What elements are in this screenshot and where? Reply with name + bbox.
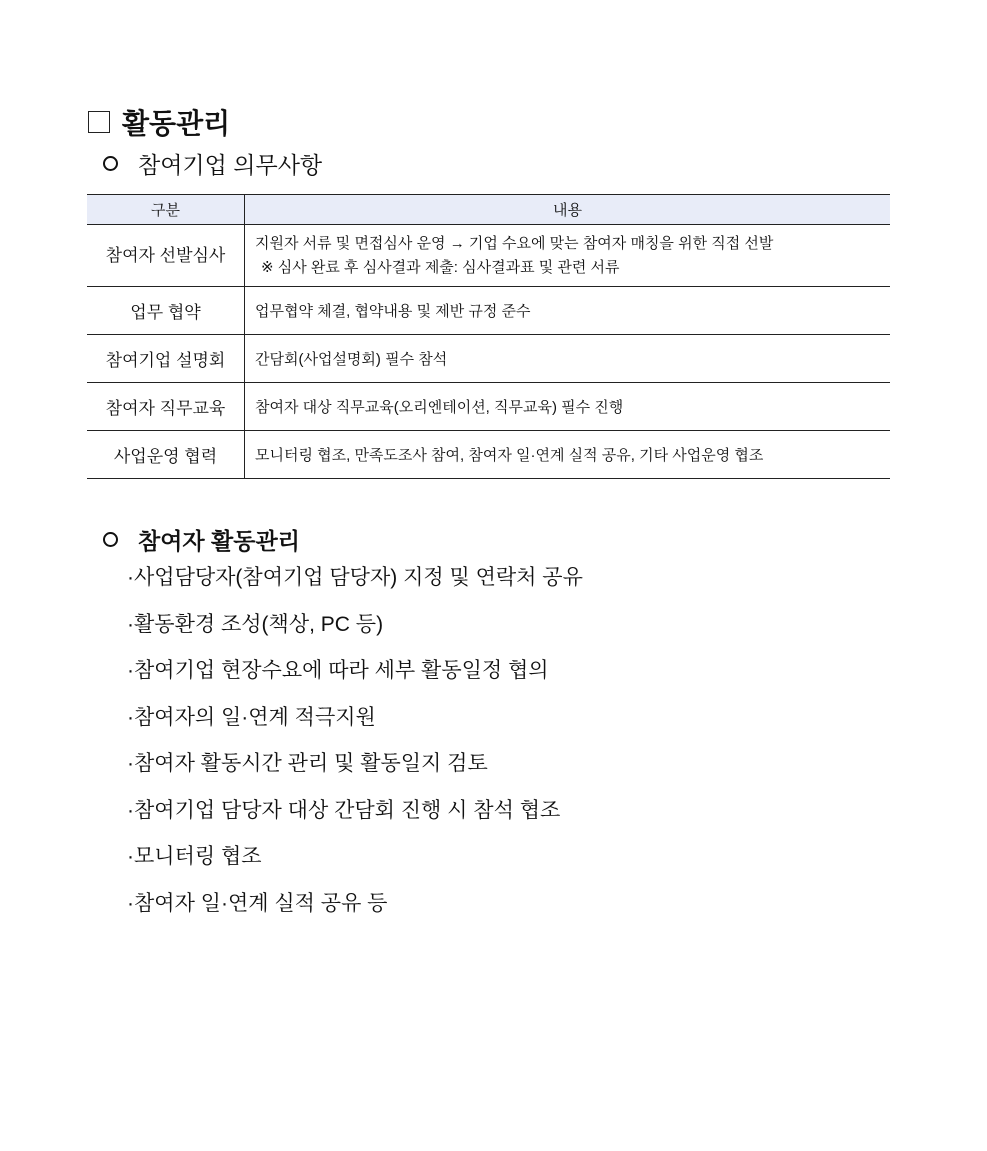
table-row: [87, 431, 890, 479]
activity-list: [127, 562, 583, 934]
row-category: 업무 협약: [87, 287, 245, 335]
subsection-heading-activity: [103, 523, 300, 556]
list-item: ·참여자의 일·연계 적극지원: [127, 705, 376, 729]
subsection-heading-obligations: [103, 147, 322, 180]
row-category: 참여자 선발심사: [87, 225, 245, 287]
section-title-text: 활동관리: [122, 108, 231, 139]
column-header-category: 구분: [87, 195, 245, 225]
list-item: ·사업담당자(참여기업 담당자) 지정 및 연락처 공유: [127, 566, 583, 589]
list-item: ·참여기업 담당자 대상 간담회 진행 시 참석 협조: [127, 798, 561, 822]
square-bullet-icon: [88, 111, 110, 133]
row-content-main: 지원자 서류 및 면접심사 운영 → 기업 수요에 맞는 참여자 매칭을 위한 직접 선발: [255, 234, 774, 252]
row-category: 사업운영 협력: [87, 431, 245, 479]
row-category: 참여기업 설명회: [87, 335, 245, 383]
row-content: 참여자 대상 직무교육(오리엔테이션, 직무교육) 필수 진행: [245, 383, 891, 431]
table-row: [87, 383, 890, 431]
list-item: ·참여자 일·연계 실적 공유 등: [127, 891, 388, 915]
row-content: 업무협약 체결, 협약내용 및 제반 규정 준수: [245, 287, 891, 335]
list-item: ·참여자 활동시간 관리 및 활동일지 검토: [127, 752, 488, 775]
table-row: [87, 225, 890, 287]
table-row: [87, 335, 890, 383]
table-row: [87, 287, 890, 335]
row-content: [245, 225, 891, 287]
section-title: [88, 102, 230, 142]
row-category: 참여자 직무교육: [87, 383, 245, 431]
row-content: 모니터링 협조, 만족도조사 참여, 참여자 일·연계 실적 공유, 기타 사업운영 협조: [245, 431, 891, 479]
list-item: ·활동환경 조성(책상, PC 등): [127, 612, 384, 636]
circle-bullet-icon: [103, 532, 118, 547]
obligations-table: [87, 194, 890, 479]
subsection-title: 참여자 활동관리: [138, 528, 300, 554]
row-content-note: ※ 심사 완료 후 심사결과 제출: 심사결과표 및 관련 서류: [261, 258, 620, 276]
table-header-row: [87, 195, 890, 225]
list-item: ·모니터링 협조: [127, 845, 262, 868]
subsection-title: 참여기업 의무사항: [138, 152, 323, 178]
circle-bullet-icon: [103, 156, 118, 171]
row-content: 간담회(사업설명회) 필수 참석: [245, 335, 891, 383]
list-item: ·참여기업 현장수요에 따라 세부 활동일정 협의: [127, 659, 549, 682]
column-header-content: 내용: [245, 195, 891, 225]
